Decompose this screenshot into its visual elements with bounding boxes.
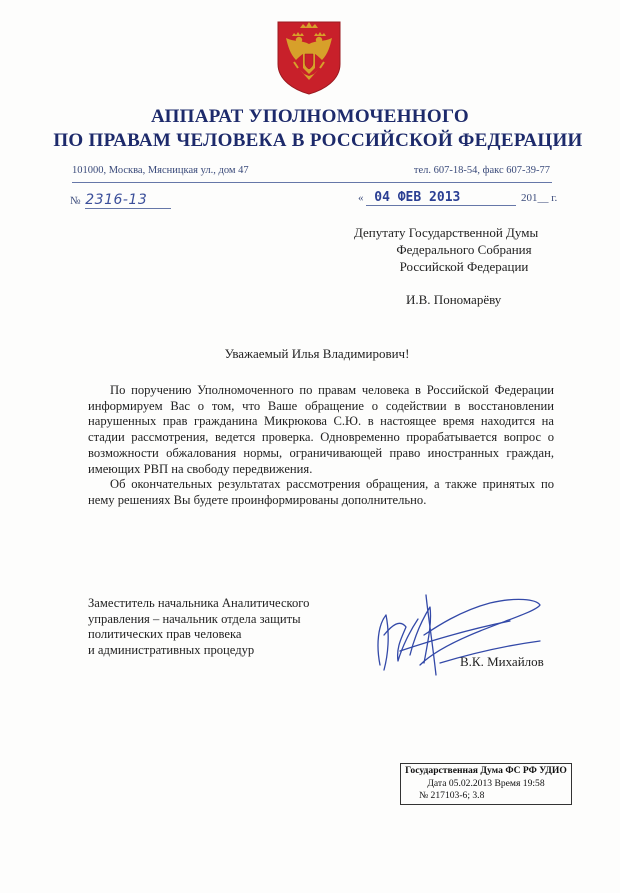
date-open-quote: « bbox=[358, 192, 364, 204]
incoming-registration-stamp bbox=[400, 763, 572, 805]
org-title-line1: АППАРАТ УПОЛНОМОЧЕННОГО bbox=[151, 106, 469, 127]
stamp-line1: Государственная Дума ФС РФ УДИО bbox=[405, 765, 567, 776]
signer-title-line3: политических прав человека bbox=[88, 627, 242, 641]
signer-title-line4: и административных процедур bbox=[88, 642, 255, 657]
letter-body bbox=[88, 383, 554, 509]
stamp-line3: № 217103-6; 3.8 bbox=[419, 790, 485, 801]
addressee-line1: Депутату Государственной Думы bbox=[354, 225, 539, 240]
addressee-line2: Федерального Собрания bbox=[396, 242, 532, 257]
phone-fax: тел. 607-18-54, факс 607-39-77 bbox=[413, 165, 550, 176]
header-divider bbox=[72, 182, 552, 183]
salutation: Уважаемый Илья Владимирович! bbox=[224, 346, 410, 361]
signer-title-line1: Заместитель начальника Аналитического bbox=[88, 596, 310, 610]
addressee-block bbox=[354, 224, 574, 275]
body-paragraph-2: Об окончательных результатах рассмотрения обращения, а также принятых по нему решениях Вы будете проинформированы дополнительно. bbox=[88, 477, 554, 507]
addressee-line3: Российской Федерации bbox=[399, 259, 529, 274]
body-paragraph-1: По поручению Уполномоченного по правам человека в Российской Федерации информируем Вас о том, что Ваше обращение о содействии в восстановлении нарушенных прав гражданина Микрюкова С.Ю. в настоящее время находится на стадии рассмотрения, ведется проверка. Одновременно прорабатывается вопрос о возможности обжалования нормы, ограничивающей право иностранных граждан, имеющих РВП на свободу передвижения. bbox=[88, 383, 554, 476]
number-prefix: № bbox=[70, 195, 81, 207]
number-value: 2316-13 bbox=[85, 192, 171, 209]
outgoing-date bbox=[358, 190, 557, 206]
date-stamp: 04 ФЕВ 2013 bbox=[366, 190, 516, 206]
office-address: 101000, Москва, Мясницкая ул., дом 47 bbox=[72, 165, 249, 176]
addressee-name: И.В. Пономарёву bbox=[406, 292, 502, 307]
contact-row bbox=[72, 165, 550, 183]
outgoing-number bbox=[70, 192, 171, 209]
signer-name: В.К. Михайлов bbox=[460, 654, 544, 669]
coat-of-arms-icon bbox=[272, 16, 346, 96]
year-suffix: 201__ г. bbox=[521, 192, 558, 204]
signer-title-line2: управления – начальник отдела защиты bbox=[88, 611, 301, 626]
signature-icon bbox=[340, 575, 560, 695]
org-title-line2: ПО ПРАВАМ ЧЕЛОВЕКА В РОССИЙСКОЙ ФЕДЕРАЦИИ bbox=[53, 130, 583, 151]
stamp-line2: Дата 05.02.2013 Время 19:58 bbox=[427, 777, 545, 789]
signer-title bbox=[88, 596, 358, 658]
